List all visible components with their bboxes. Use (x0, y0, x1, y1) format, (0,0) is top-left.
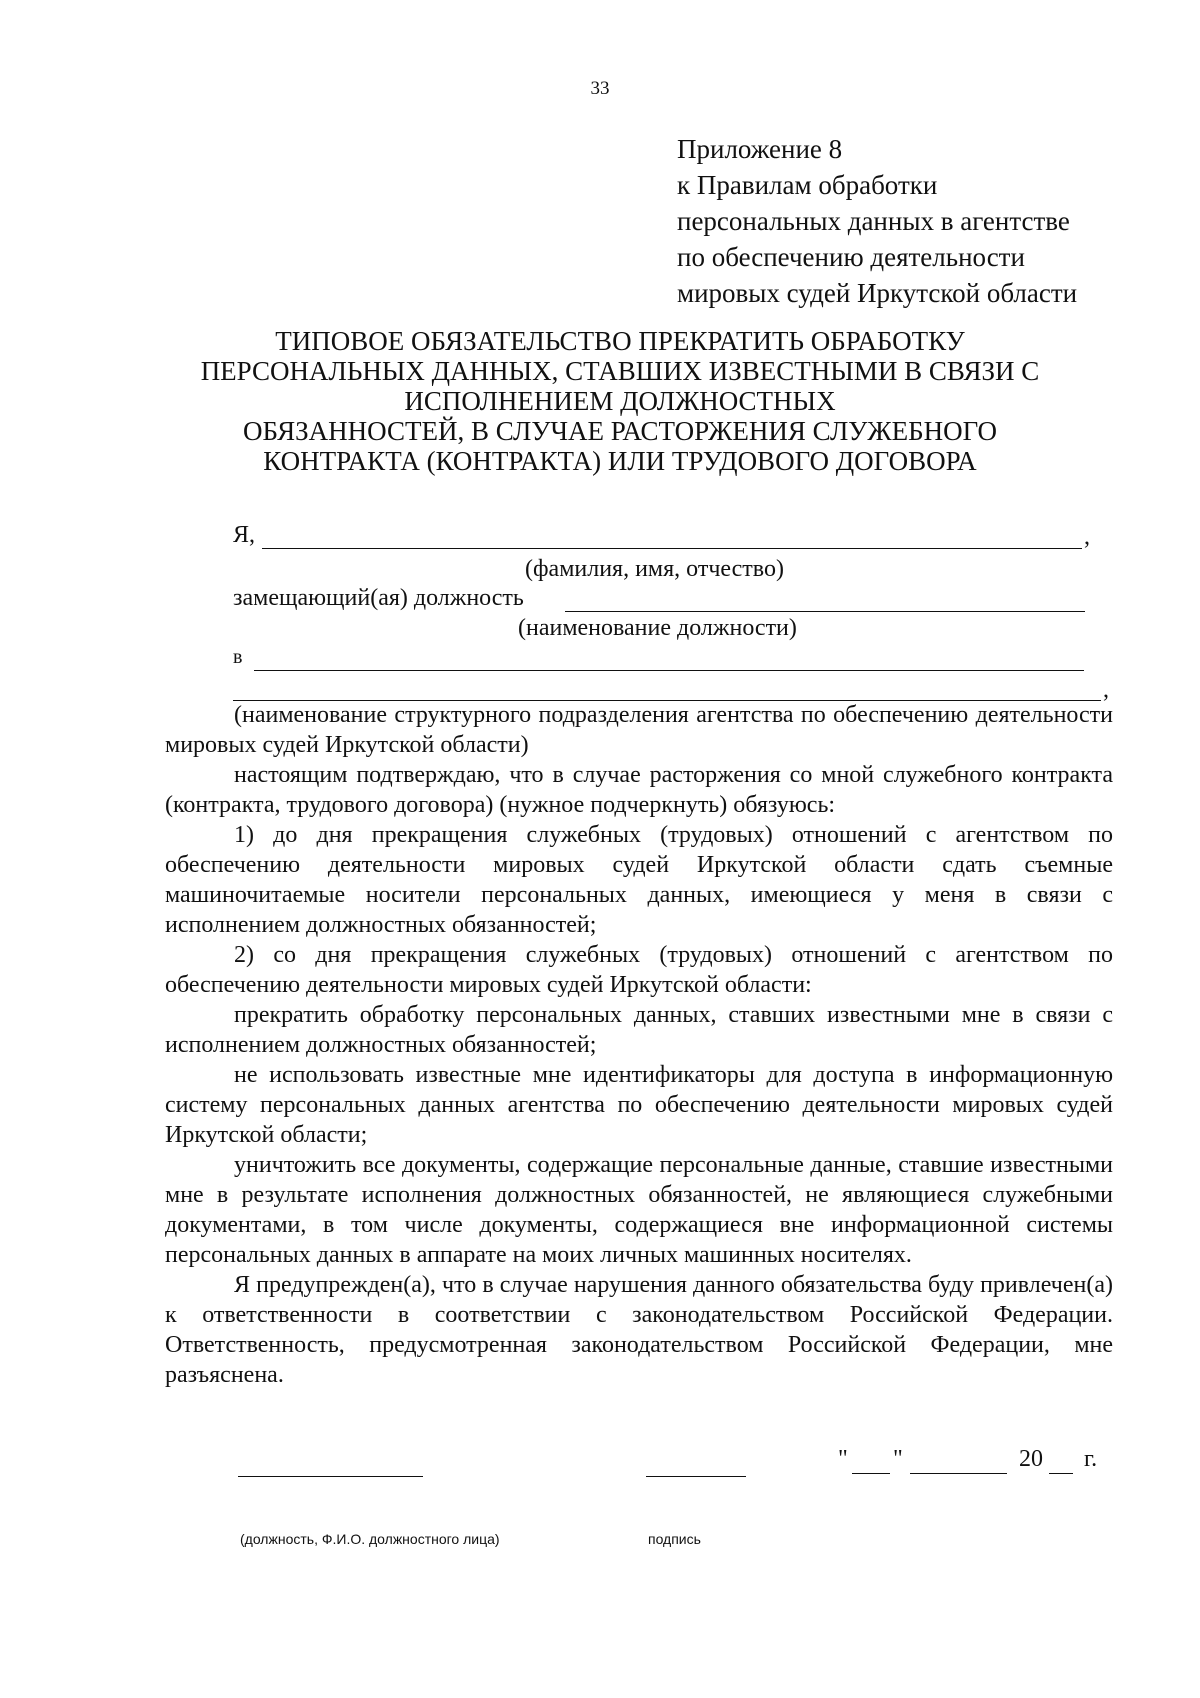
fio-blank-line[interactable] (262, 548, 1082, 549)
day-blank-line[interactable] (852, 1473, 890, 1474)
document-body (165, 700, 1113, 1390)
page-number: 33 (590, 78, 610, 99)
body-paragraph: Я предупрежден(а), что в случае нарушения данного обязательства буду привлечен(а) к ответственности в соответствии с законодательством Российской Федерации. Ответственность, предусмотренная законодательством Российской Федерации, мне разъяснена. (165, 1272, 1113, 1388)
position-fio-signature-line[interactable] (238, 1476, 423, 1477)
month-blank-line[interactable] (910, 1473, 1007, 1474)
comma-mark: , (1084, 524, 1090, 550)
body-paragraph: уничтожить все документы, содержащие персональные данные, ставшие известными мне в результате исполнения должностных обязанностей, не являющиеся служебными документами, в том числе документы, содержащиеся вне информационной системы персональных данных в аппарате на моих личных машинных носителях. (165, 1152, 1113, 1268)
day-quote-close: " (893, 1446, 903, 1472)
title-line: ОБЯЗАННОСТЕЙ, В СЛУЧАЕ РАСТОРЖЕНИЯ СЛУЖЕБНОГО (242, 416, 998, 446)
appendix-line: Приложение 8 (677, 134, 843, 164)
body-paragraph: не использовать известные мне идентификаторы для доступа в информационную систему персональных данных агентства по обеспечению деятельности мировых судей Иркутской области; (165, 1062, 1113, 1148)
appendix-line: персональных данных в агентстве (677, 206, 1070, 236)
fio-caption: (фамилия, имя, отчество) (525, 556, 784, 582)
unit-caption-paragraph: (наименование структурного подразделения агентства по обеспечению деятельности мировых судей Иркутской области) (165, 702, 1113, 758)
title-line: КОНТРАКТА (КОНТРАКТА) ИЛИ ТРУДОВОГО ДОГОВОРА (263, 446, 977, 476)
i-label: Я, (233, 522, 256, 548)
position-fio-caption: (должность, Ф.И.О. должностного лица) (240, 1531, 500, 1547)
title-line: ТИПОВОЕ ОБЯЗАТЕЛЬСТВО ПРЕКРАТИТЬ ОБРАБОТКУ (275, 326, 965, 356)
document-title (150, 326, 1090, 476)
appendix-heading (677, 131, 1077, 311)
year-suffix: г. (1084, 1446, 1098, 1472)
appendix-line: мировых судей Иркутской области (677, 278, 1078, 308)
title-line: ИСПОЛНЕНИЕМ ДОЛЖНОСТНЫХ (404, 386, 836, 416)
year-blank-line[interactable] (1049, 1473, 1073, 1474)
position-label: замещающий(ая) должность (233, 585, 524, 611)
day-quote-open: " (838, 1446, 848, 1472)
title-line: ПЕРСОНАЛЬНЫХ ДАННЫХ, СТАВШИХ ИЗВЕСТНЫМИ В СВЯЗИ С (200, 356, 1040, 386)
appendix-line: к Правилам обработки (677, 170, 938, 200)
year-prefix: 20 (1019, 1446, 1043, 1472)
comma-mark: , (1103, 677, 1109, 703)
unit-blank-line[interactable] (254, 670, 1084, 671)
body-paragraph: 2) со дня прекращения служебных (трудовых) отношений с агентством по обеспечению деятельности мировых судей Иркутской области: (165, 942, 1113, 998)
appendix-line: по обеспечению деятельности (677, 242, 1025, 272)
in-label: в (233, 646, 243, 668)
body-paragraph: настоящим подтверждаю, что в случае расторжения со мной служебного контракта (контракта, трудового договора) (нужное подчеркнуть) обязуюсь: (165, 762, 1113, 818)
signature-caption: подпись (648, 1531, 701, 1547)
signature-line[interactable] (646, 1476, 746, 1477)
position-caption: (наименование должности) (518, 615, 797, 641)
body-paragraph: прекратить обработку персональных данных, ставших известными мне в связи с исполнением должностных обязанностей; (165, 1002, 1113, 1058)
position-blank-line[interactable] (565, 611, 1085, 612)
body-paragraph: 1) до дня прекращения служебных (трудовых) отношений с агентством по обеспечению деятельности мировых судей Иркутской области сдать съемные машиночитаемые носители персональных данных, имеющиеся у меня в связи с исполнением должностных обязанностей; (165, 822, 1113, 938)
